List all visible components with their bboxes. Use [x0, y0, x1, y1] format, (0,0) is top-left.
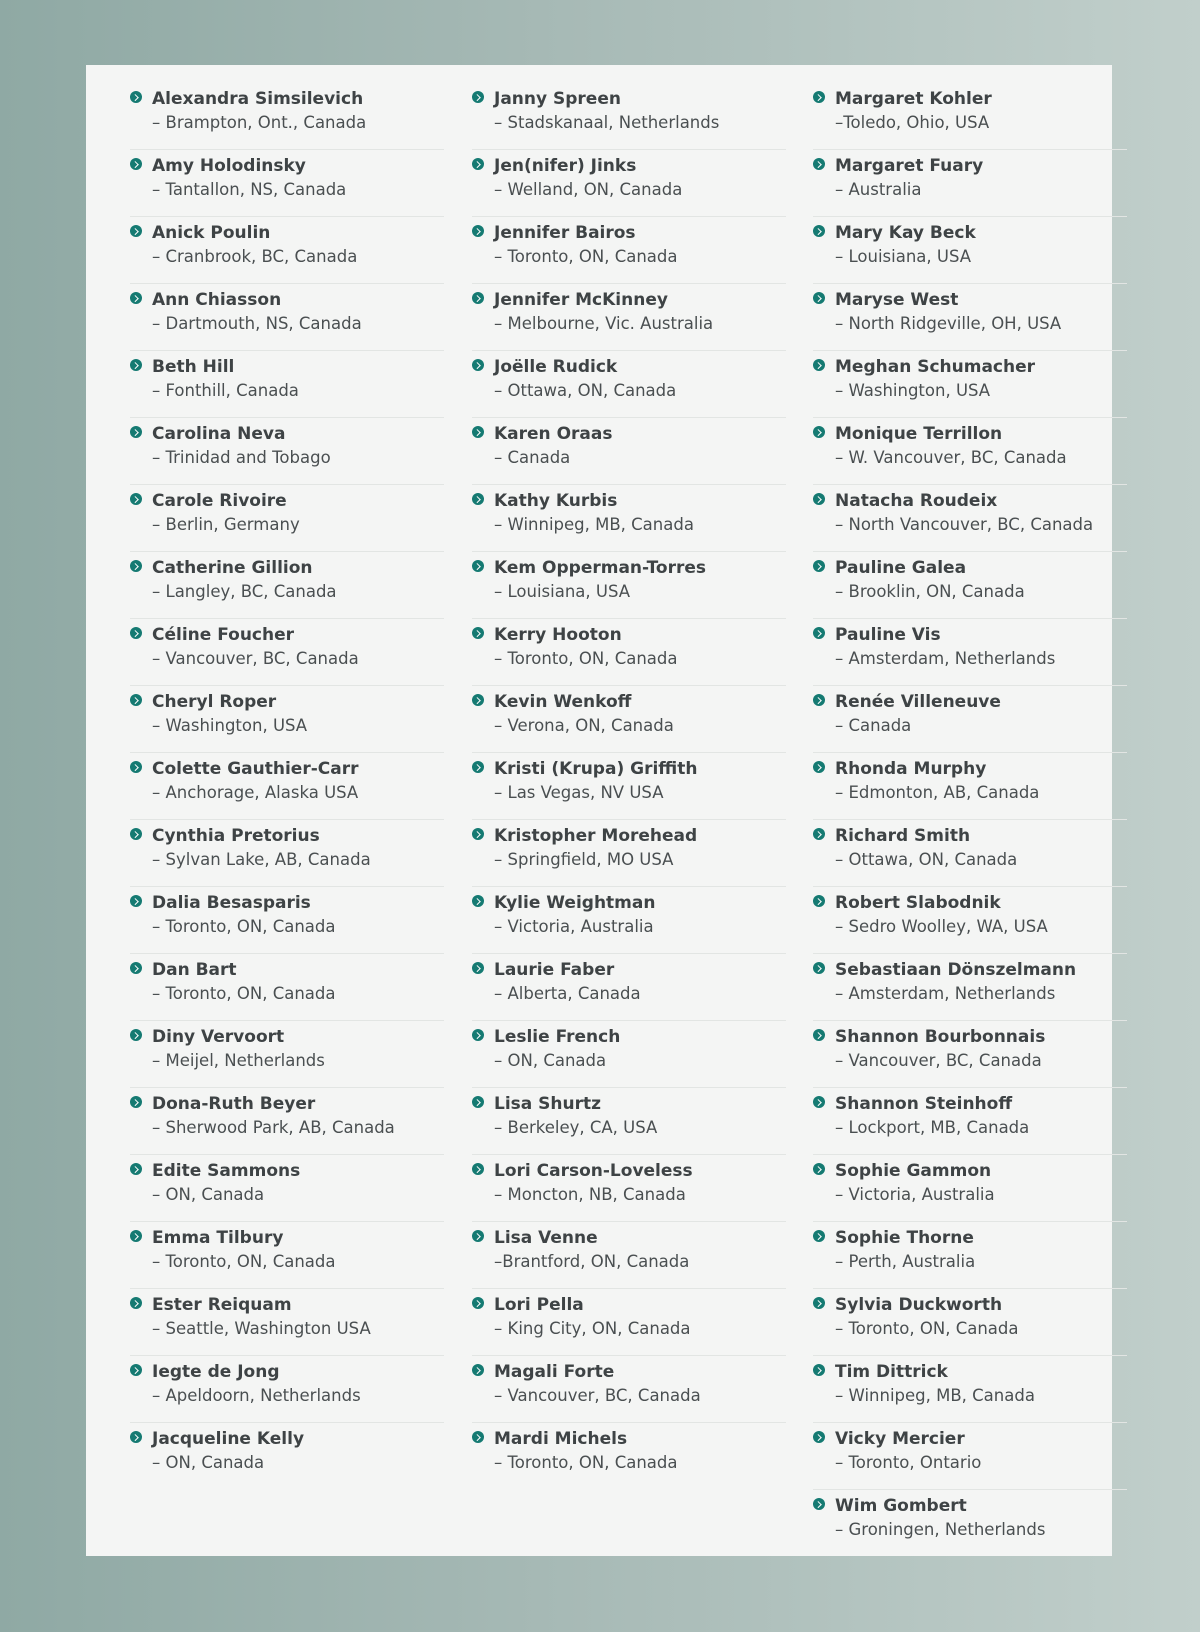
- list-item: [472, 753, 786, 820]
- person-location: –Toledo, Ohio, USA: [835, 113, 990, 132]
- list-item: [813, 351, 1127, 418]
- list-item: [130, 686, 444, 753]
- chevron-right-circle-icon: [130, 560, 142, 572]
- list-item: [130, 820, 444, 887]
- person-name: Natacha Roudeix: [835, 491, 998, 511]
- person-location: – Verona, ON, Canada: [494, 716, 674, 735]
- person-location: – Langley, BC, Canada: [152, 582, 337, 601]
- person-location: – Victoria, Australia: [835, 1185, 995, 1204]
- contributors-column-3: [813, 83, 1127, 1557]
- chevron-right-circle-icon: [813, 1029, 825, 1041]
- person-name: Iegte de Jong: [152, 1362, 280, 1382]
- person-location: – Edmonton, AB, Canada: [835, 783, 1040, 802]
- person-location: – Tantallon, NS, Canada: [152, 180, 347, 199]
- person-name: Maryse West: [835, 290, 959, 310]
- list-item: [813, 686, 1127, 753]
- list-item: [813, 619, 1127, 686]
- person-name: Lisa Venne: [494, 1228, 598, 1248]
- list-item: [813, 1490, 1127, 1557]
- person-name: Lori Carson-Loveless: [494, 1161, 693, 1181]
- person-name: Anick Poulin: [152, 223, 271, 243]
- person-location: –Brantford, ON, Canada: [494, 1252, 690, 1271]
- chevron-right-circle-icon: [472, 1163, 484, 1175]
- person-name: Kristi (Krupa) Griffith: [494, 759, 698, 779]
- list-item: [130, 1423, 444, 1490]
- list-item: [472, 1088, 786, 1155]
- person-name: Carole Rivoire: [152, 491, 287, 511]
- person-name: Edite Sammons: [152, 1161, 301, 1181]
- chevron-right-circle-icon: [472, 426, 484, 438]
- person-name: Dona-Ruth Beyer: [152, 1094, 316, 1114]
- person-location: – Stadskanaal, Netherlands: [494, 113, 720, 132]
- person-location: – Canada: [494, 448, 571, 467]
- person-location: – Washington, USA: [152, 716, 308, 735]
- person-name: Monique Terrillon: [835, 424, 1003, 444]
- person-name: Margaret Fuary: [835, 156, 984, 176]
- chevron-right-circle-icon: [130, 359, 142, 371]
- chevron-right-circle-icon: [472, 761, 484, 773]
- list-item: [130, 217, 444, 284]
- chevron-right-circle-icon: [813, 1297, 825, 1309]
- chevron-right-circle-icon: [813, 694, 825, 706]
- chevron-right-circle-icon: [472, 962, 484, 974]
- person-name: Cheryl Roper: [152, 692, 277, 712]
- list-item: [813, 1423, 1127, 1490]
- person-location: – King City, ON, Canada: [494, 1319, 691, 1338]
- person-name: Margaret Kohler: [835, 89, 992, 109]
- chevron-right-circle-icon: [472, 1297, 484, 1309]
- person-location: – Sylvan Lake, AB, Canada: [152, 850, 371, 869]
- list-item: [813, 820, 1127, 887]
- list-item: [472, 1021, 786, 1088]
- list-item: [813, 753, 1127, 820]
- list-item: [813, 217, 1127, 284]
- chevron-right-circle-icon: [472, 895, 484, 907]
- list-item: [130, 1222, 444, 1289]
- list-item: [472, 418, 786, 485]
- person-location: – Meijel, Netherlands: [152, 1051, 325, 1070]
- person-location: – Washington, USA: [835, 381, 991, 400]
- list-item: [813, 485, 1127, 552]
- person-name: Sophie Thorne: [835, 1228, 974, 1248]
- list-item: [472, 83, 786, 150]
- person-name: Mary Kay Beck: [835, 223, 976, 243]
- person-name: Kathy Kurbis: [494, 491, 618, 511]
- list-item: [472, 351, 786, 418]
- person-location: – Toronto, ON, Canada: [152, 917, 336, 936]
- person-name: Leslie French: [494, 1027, 621, 1047]
- chevron-right-circle-icon: [813, 1364, 825, 1376]
- person-location: – Canada: [835, 716, 912, 735]
- chevron-right-circle-icon: [130, 1029, 142, 1041]
- person-location: – Melbourne, Vic. Australia: [494, 314, 714, 333]
- person-name: Emma Tilbury: [152, 1228, 284, 1248]
- person-name: Rhonda Murphy: [835, 759, 987, 779]
- person-name: Lori Pella: [494, 1295, 584, 1315]
- person-name: Mardi Michels: [494, 1429, 628, 1449]
- person-location: – Toronto, ON, Canada: [835, 1319, 1019, 1338]
- list-item: [472, 1222, 786, 1289]
- person-name: Cynthia Pretorius: [152, 826, 320, 846]
- chevron-right-circle-icon: [472, 225, 484, 237]
- person-location: – Moncton, NB, Canada: [494, 1185, 686, 1204]
- chevron-right-circle-icon: [813, 828, 825, 840]
- person-location: – Winnipeg, MB, Canada: [835, 1386, 1035, 1405]
- chevron-right-circle-icon: [813, 895, 825, 907]
- person-location: – W. Vancouver, BC, Canada: [835, 448, 1067, 467]
- list-item: [813, 887, 1127, 954]
- chevron-right-circle-icon: [472, 1029, 484, 1041]
- list-item: [472, 954, 786, 1021]
- chevron-right-circle-icon: [130, 292, 142, 304]
- chevron-right-circle-icon: [130, 1297, 142, 1309]
- person-location: – Louisiana, USA: [494, 582, 631, 601]
- list-item: [130, 485, 444, 552]
- person-location: – Toronto, ON, Canada: [494, 247, 678, 266]
- person-location: – Anchorage, Alaska USA: [152, 783, 359, 802]
- person-location: – Springfield, MO USA: [494, 850, 674, 869]
- person-name: Alexandra Simsilevich: [152, 89, 364, 109]
- chevron-right-circle-icon: [472, 292, 484, 304]
- list-item: [130, 753, 444, 820]
- chevron-right-circle-icon: [130, 225, 142, 237]
- list-item: [472, 552, 786, 619]
- list-item: [472, 1155, 786, 1222]
- person-location: – Amsterdam, Netherlands: [835, 649, 1056, 668]
- list-item: [813, 1021, 1127, 1088]
- person-location: – Berlin, Germany: [152, 515, 300, 534]
- chevron-right-circle-icon: [130, 962, 142, 974]
- person-name: Richard Smith: [835, 826, 971, 846]
- person-location: – Toronto, ON, Canada: [152, 984, 336, 1003]
- chevron-right-circle-icon: [813, 1498, 825, 1510]
- list-item: [130, 954, 444, 1021]
- person-name: Beth Hill: [152, 357, 235, 377]
- list-item: [813, 1088, 1127, 1155]
- list-item: [813, 83, 1127, 150]
- chevron-right-circle-icon: [472, 828, 484, 840]
- list-item: [813, 150, 1127, 217]
- person-name: Sophie Gammon: [835, 1161, 992, 1181]
- person-name: Joëlle Rudick: [494, 357, 618, 377]
- list-item: [130, 418, 444, 485]
- list-item: [472, 284, 786, 351]
- list-item: [472, 150, 786, 217]
- person-name: Ann Chiasson: [152, 290, 282, 310]
- list-item: [813, 284, 1127, 351]
- person-location: – Vancouver, BC, Canada: [835, 1051, 1042, 1070]
- contributors-column-2: [472, 83, 786, 1490]
- person-location: – ON, Canada: [494, 1051, 607, 1070]
- person-location: – Toronto, ON, Canada: [494, 649, 678, 668]
- person-location: – Berkeley, CA, USA: [494, 1118, 658, 1137]
- person-location: – Winnipeg, MB, Canada: [494, 515, 694, 534]
- person-name: Lisa Shurtz: [494, 1094, 602, 1114]
- person-name: Colette Gauthier-Carr: [152, 759, 359, 779]
- chevron-right-circle-icon: [130, 828, 142, 840]
- chevron-right-circle-icon: [813, 91, 825, 103]
- person-location: – Lockport, MB, Canada: [835, 1118, 1030, 1137]
- list-item: [813, 1155, 1127, 1222]
- person-location: – Sedro Woolley, WA, USA: [835, 917, 1048, 936]
- person-location: – Seattle, Washington USA: [152, 1319, 371, 1338]
- person-name: Diny Vervoort: [152, 1027, 285, 1047]
- person-name: Jacqueline Kelly: [152, 1429, 305, 1449]
- person-name: Magali Forte: [494, 1362, 615, 1382]
- chevron-right-circle-icon: [130, 1364, 142, 1376]
- list-item: [130, 887, 444, 954]
- person-location: – Apeldoorn, Netherlands: [152, 1386, 361, 1405]
- list-item: [472, 619, 786, 686]
- chevron-right-circle-icon: [130, 91, 142, 103]
- person-name: Pauline Galea: [835, 558, 967, 578]
- person-name: Tim Dittrick: [835, 1362, 948, 1382]
- list-item: [130, 1155, 444, 1222]
- list-item: [472, 485, 786, 552]
- person-location: – Welland, ON, Canada: [494, 180, 683, 199]
- person-location: – Vancouver, BC, Canada: [494, 1386, 701, 1405]
- chevron-right-circle-icon: [472, 1096, 484, 1108]
- person-name: Renée Villeneuve: [835, 692, 1001, 712]
- person-name: Carolina Neva: [152, 424, 286, 444]
- person-name: Céline Foucher: [152, 625, 295, 645]
- chevron-right-circle-icon: [130, 1230, 142, 1242]
- person-location: – Alberta, Canada: [494, 984, 641, 1003]
- list-item: [472, 686, 786, 753]
- person-location: – Trinidad and Tobago: [152, 448, 331, 467]
- person-name: Wim Gombert: [835, 1496, 967, 1516]
- person-location: – Toronto, ON, Canada: [494, 1453, 678, 1472]
- person-name: Jennifer Bairos: [494, 223, 636, 243]
- person-name: Sylvia Duckworth: [835, 1295, 1003, 1315]
- person-location: – Brampton, Ont., Canada: [152, 113, 367, 132]
- list-item: [813, 1356, 1127, 1423]
- list-item: [472, 217, 786, 284]
- chevron-right-circle-icon: [813, 1431, 825, 1443]
- person-name: Meghan Schumacher: [835, 357, 1036, 377]
- list-item: [813, 418, 1127, 485]
- person-location: – Victoria, Australia: [494, 917, 654, 936]
- person-name: Karen Oraas: [494, 424, 613, 444]
- person-name: Robert Slabodnik: [835, 893, 1001, 913]
- person-name: Catherine Gillion: [152, 558, 313, 578]
- person-location: – Perth, Australia: [835, 1252, 976, 1271]
- chevron-right-circle-icon: [130, 1163, 142, 1175]
- list-item: [130, 1088, 444, 1155]
- chevron-right-circle-icon: [472, 91, 484, 103]
- person-location: – Brooklin, ON, Canada: [835, 582, 1025, 601]
- chevron-right-circle-icon: [813, 359, 825, 371]
- contributors-card: [86, 65, 1112, 1556]
- chevron-right-circle-icon: [130, 1096, 142, 1108]
- person-name: Dalia Besasparis: [152, 893, 311, 913]
- person-name: Shannon Steinhoff: [835, 1094, 1013, 1114]
- chevron-right-circle-icon: [472, 1364, 484, 1376]
- list-item: [130, 552, 444, 619]
- chevron-right-circle-icon: [813, 292, 825, 304]
- person-name: Janny Spreen: [494, 89, 621, 109]
- person-location: – Australia: [835, 180, 922, 199]
- contributors-column-1: [130, 83, 444, 1490]
- person-location: – Dartmouth, NS, Canada: [152, 314, 362, 333]
- person-location: – North Ridgeville, OH, USA: [835, 314, 1062, 333]
- person-name: Ester Reiquam: [152, 1295, 292, 1315]
- person-location: – Amsterdam, Netherlands: [835, 984, 1056, 1003]
- list-item: [472, 1423, 786, 1490]
- chevron-right-circle-icon: [813, 1230, 825, 1242]
- person-name: Kerry Hooton: [494, 625, 622, 645]
- person-name: Kem Opperman-Torres: [494, 558, 707, 578]
- chevron-right-circle-icon: [813, 1163, 825, 1175]
- chevron-right-circle-icon: [472, 694, 484, 706]
- chevron-right-circle-icon: [813, 493, 825, 505]
- chevron-right-circle-icon: [813, 426, 825, 438]
- list-item: [813, 954, 1127, 1021]
- chevron-right-circle-icon: [472, 1431, 484, 1443]
- person-name: Pauline Vis: [835, 625, 941, 645]
- list-item: [813, 1222, 1127, 1289]
- person-location: – Vancouver, BC, Canada: [152, 649, 359, 668]
- chevron-right-circle-icon: [130, 627, 142, 639]
- person-name: Laurie Faber: [494, 960, 615, 980]
- chevron-right-circle-icon: [813, 560, 825, 572]
- chevron-right-circle-icon: [813, 962, 825, 974]
- list-item: [130, 1289, 444, 1356]
- chevron-right-circle-icon: [130, 1431, 142, 1443]
- chevron-right-circle-icon: [813, 761, 825, 773]
- list-item: [130, 150, 444, 217]
- chevron-right-circle-icon: [813, 1096, 825, 1108]
- person-name: Jennifer McKinney: [494, 290, 668, 310]
- list-item: [472, 820, 786, 887]
- person-name: Shannon Bourbonnais: [835, 1027, 1046, 1047]
- chevron-right-circle-icon: [813, 627, 825, 639]
- chevron-right-circle-icon: [130, 895, 142, 907]
- person-location: – Ottawa, ON, Canada: [494, 381, 677, 400]
- person-name: Sebastiaan Dönszelmann: [835, 960, 1077, 980]
- list-item: [130, 351, 444, 418]
- person-name: Kylie Weightman: [494, 893, 656, 913]
- person-location: – North Vancouver, BC, Canada: [835, 515, 1094, 534]
- person-location: – ON, Canada: [152, 1185, 265, 1204]
- list-item: [472, 887, 786, 954]
- person-location: – Toronto, ON, Canada: [152, 1252, 336, 1271]
- person-name: Jen(nifer) Jinks: [494, 156, 637, 176]
- person-location: – Toronto, Ontario: [835, 1453, 982, 1472]
- person-location: – Cranbrook, BC, Canada: [152, 247, 358, 266]
- list-item: [130, 1021, 444, 1088]
- chevron-right-circle-icon: [813, 225, 825, 237]
- list-item: [130, 83, 444, 150]
- person-location: – Louisiana, USA: [835, 247, 972, 266]
- chevron-right-circle-icon: [472, 493, 484, 505]
- list-item: [130, 1356, 444, 1423]
- chevron-right-circle-icon: [472, 627, 484, 639]
- person-name: Amy Holodinsky: [152, 156, 306, 176]
- chevron-right-circle-icon: [472, 359, 484, 371]
- list-item: [813, 1289, 1127, 1356]
- chevron-right-circle-icon: [130, 426, 142, 438]
- person-location: – Las Vegas, NV USA: [494, 783, 664, 802]
- person-location: – Ottawa, ON, Canada: [835, 850, 1018, 869]
- person-name: Kevin Wenkoff: [494, 692, 632, 712]
- chevron-right-circle-icon: [472, 158, 484, 170]
- list-item: [472, 1356, 786, 1423]
- list-item: [813, 552, 1127, 619]
- person-location: – Groningen, Netherlands: [835, 1520, 1046, 1539]
- person-location: – ON, Canada: [152, 1453, 265, 1472]
- list-item: [472, 1289, 786, 1356]
- chevron-right-circle-icon: [130, 761, 142, 773]
- person-location: – Sherwood Park, AB, Canada: [152, 1118, 395, 1137]
- person-location: – Fonthill, Canada: [152, 381, 299, 400]
- chevron-right-circle-icon: [130, 694, 142, 706]
- person-name: Kristopher Morehead: [494, 826, 698, 846]
- person-name: Dan Bart: [152, 960, 237, 980]
- list-item: [130, 619, 444, 686]
- chevron-right-circle-icon: [813, 158, 825, 170]
- list-item: [130, 284, 444, 351]
- chevron-right-circle-icon: [130, 493, 142, 505]
- chevron-right-circle-icon: [130, 158, 142, 170]
- person-name: Vicky Mercier: [835, 1429, 965, 1449]
- chevron-right-circle-icon: [472, 560, 484, 572]
- chevron-right-circle-icon: [472, 1230, 484, 1242]
